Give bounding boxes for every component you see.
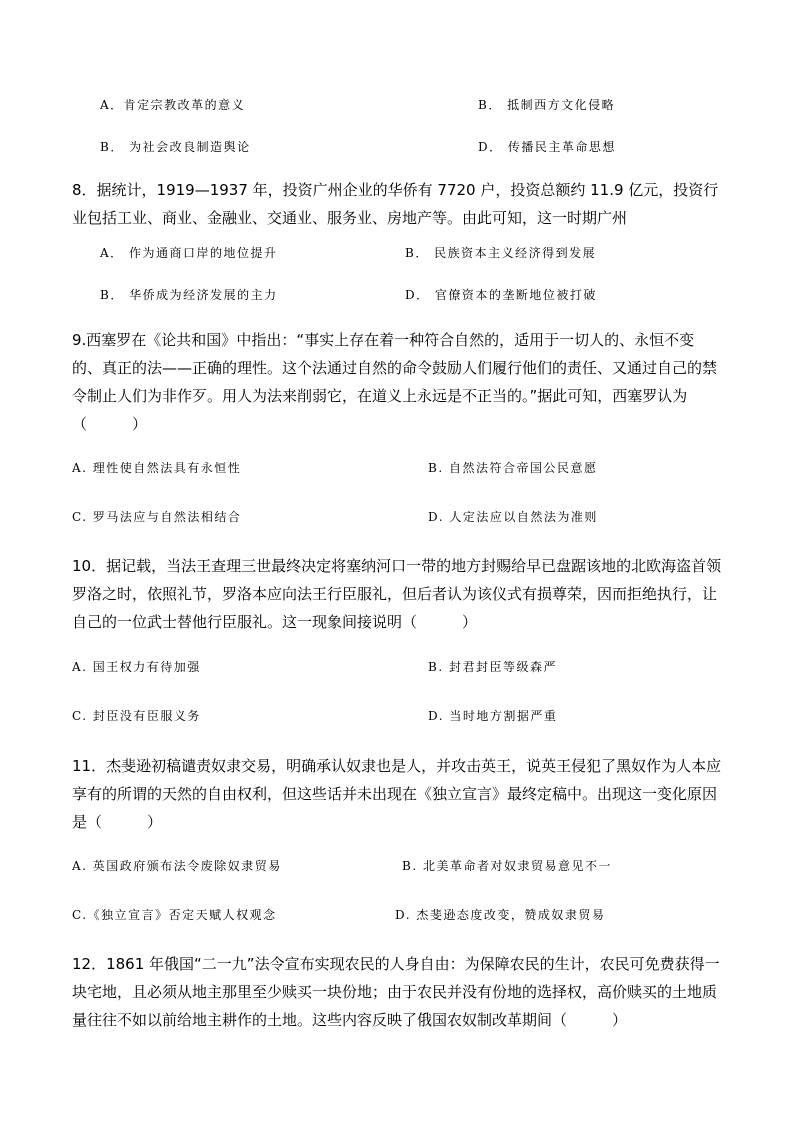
q7-option-a[interactable]: A．肯定宗教改革的意义 xyxy=(100,98,246,112)
q9-stem: 9.西塞罗在《论共和国》中指出：“事实上存在着一种符合自然的，适用于一切人的、永恒不变的、真正的法——正确的理性。这个法通过自然的命令鼓励人们履行他们的责任、又通过自己的禁令制止人们为非作歹。用人为法来削弱它，在道义上永远是不正当的。”据此可知，西塞罗认为（ ） xyxy=(72,331,718,433)
q8-stem: 8．据统计，1919—1937 年，投资广州企业的华侨有 7720 户，投资总额约 11.9 亿元，投资行业包括工业、商业、金融业、交通业、服务业、房地产等。由此可知，这一时期广州 xyxy=(72,181,719,227)
q11-option-d[interactable]: D. 杰斐逊态度改变，赞成奴隶贸易 xyxy=(395,908,606,922)
q8-option-a[interactable]: A． 作为通商口岸的地位提升 xyxy=(100,246,278,260)
q8-option-d[interactable]: D． 官僚资本的垄断地位被打破 xyxy=(405,288,597,302)
q12-stem: 12．1861 年俄国“二一九”法令宣布实现农民的人身自由：为保障农民的生计，农民可免费获得一块宅地，且必须从地主那里至少赎买一块份地；由于农民并没有份地的选择权，高价赎买的土地质量往往不如以前给地主耕作的土地。这些内容反映了俄国农奴制改革期间（ ） xyxy=(72,955,720,1029)
q11-option-a[interactable]: A. 英国政府颁布法令废除奴隶贸易 xyxy=(72,859,282,873)
q7-option-c[interactable]: B． 为社会改良制造舆论 xyxy=(100,140,251,154)
q7-option-d[interactable]: D． 传播民主革命思想 xyxy=(478,140,616,154)
q10-option-b[interactable]: B. 封君封臣等级森严 xyxy=(428,660,557,674)
q11-option-b[interactable]: B. 北美革命者对奴隶贸易意见不一 xyxy=(402,859,612,873)
q8-option-b[interactable]: B． 民族资本主义经济得到发展 xyxy=(405,246,597,260)
q10-stem: 10．据记载，当法王查理三世最终决定将塞纳河口一带的地方封赐给早已盘踞该地的北欧海盗首领罗洛之时，依照礼节，罗洛本应向法王行臣服礼，但后者认为该仪式有损尊荣，因而拒绝执行，让自己的一位武士替他行臣服礼。这一现象间接说明（ ） xyxy=(72,557,722,631)
q9-option-d[interactable]: D. 人定法应以自然法为准则 xyxy=(428,510,598,524)
q8-option-c[interactable]: B． 华侨成为经济发展的主力 xyxy=(100,288,278,302)
q11-option-c[interactable]: C.《独立宣言》否定天赋人权观念 xyxy=(72,908,277,922)
q7-option-b[interactable]: B． 抵制西方文化侵略 xyxy=(478,98,616,112)
q10-option-a[interactable]: A. 国王权力有待加强 xyxy=(72,660,201,674)
q9-option-c[interactable]: C. 罗马法应与自然法相结合 xyxy=(72,510,242,524)
q10-option-c[interactable]: C. 封臣没有臣服义务 xyxy=(72,709,201,723)
q10-option-d[interactable]: D. 当时地方割据严重 xyxy=(428,709,558,723)
q9-option-b[interactable]: B. 自然法符合帝国公民意愿 xyxy=(428,461,598,475)
q11-stem: 11．杰斐逊初稿谴责奴隶交易，明确承认奴隶也是人，并攻击英王，说英王侵犯了黑奴作为人本应享有的所谓的天然的自由权利，但这些话并未出现在《独立宣言》最终定稿中。出现这一变化原因是（ ） xyxy=(72,757,722,831)
q9-option-a[interactable]: A. 理性使自然法具有永恒性 xyxy=(72,461,242,475)
